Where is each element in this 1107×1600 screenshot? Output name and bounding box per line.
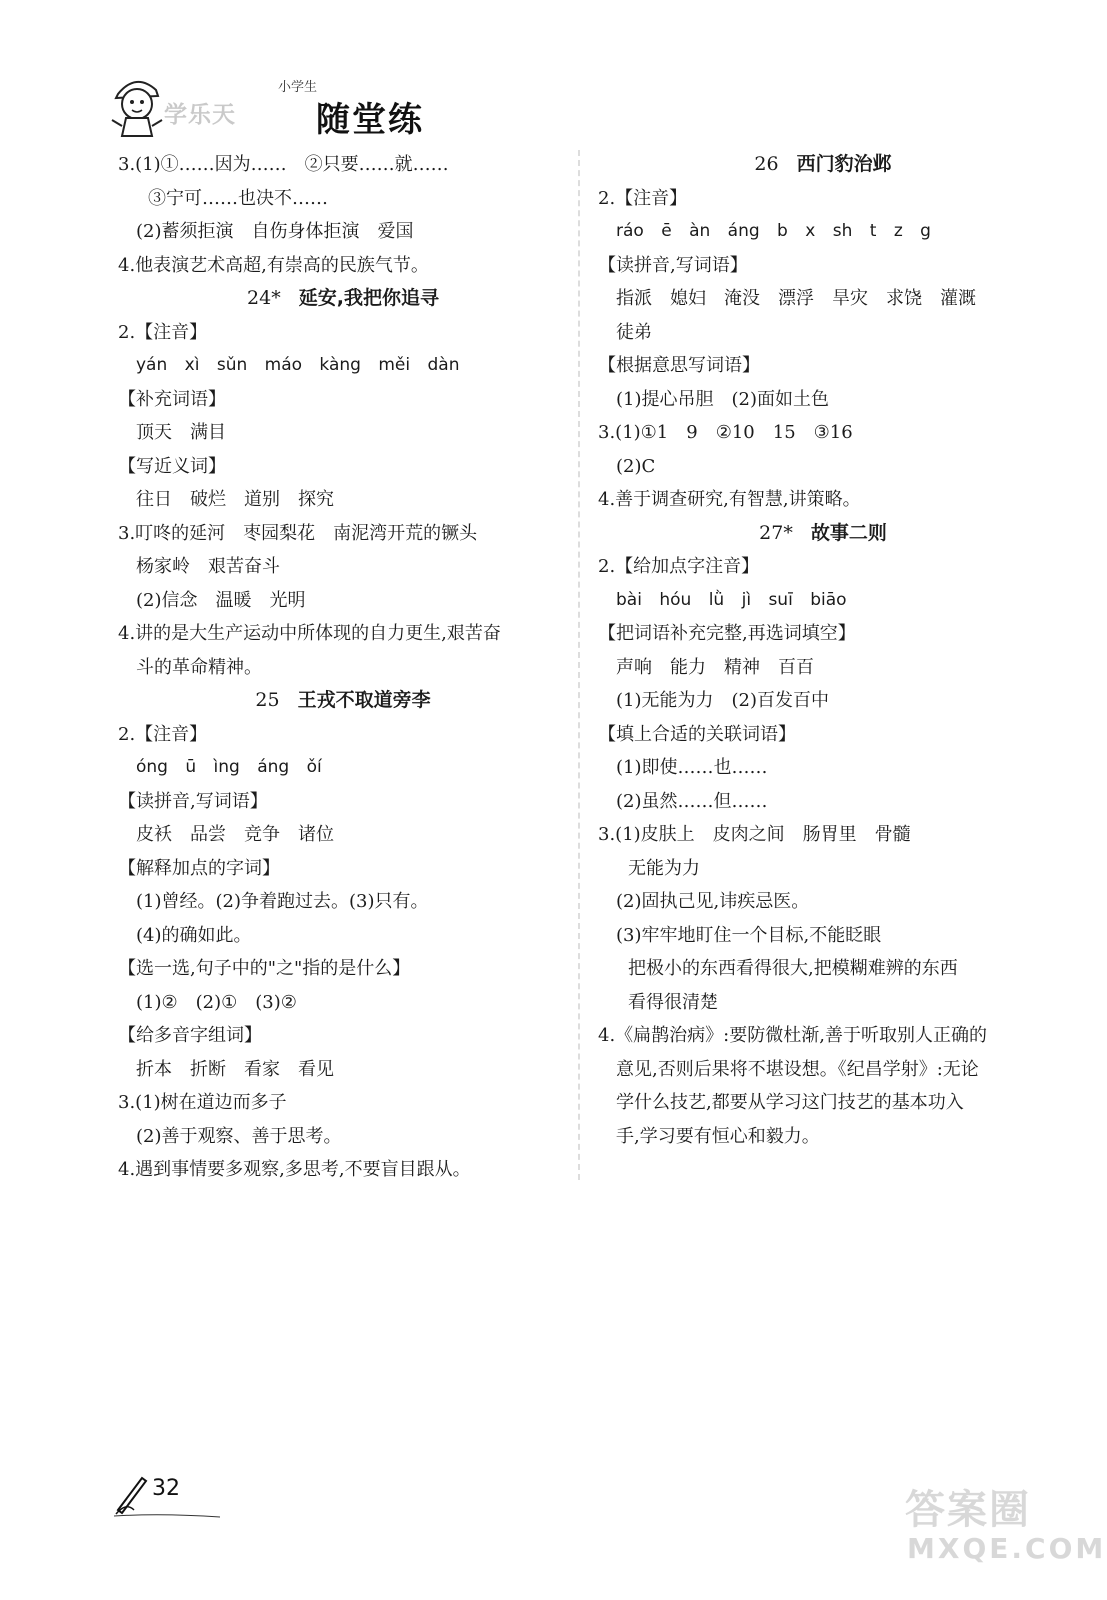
section-label: 【填上合适的关联词语】 xyxy=(598,723,796,745)
right-column xyxy=(598,148,1048,1153)
answer-line: (1)即使……也…… xyxy=(616,757,768,778)
section-label: 【解释加点的字词】 xyxy=(118,857,280,879)
lesson-heading-26 xyxy=(598,148,1048,182)
answer-line: 4.遇到事情要多观察,多思考,不要盲目跟从。 xyxy=(118,1159,471,1180)
answer-line: (2)虽然……但…… xyxy=(616,790,768,812)
section-label: 【把词语补充完整,再选词填空】 xyxy=(598,623,856,644)
answer-line: 徒弟 xyxy=(616,321,652,343)
answer-line: (2)信念 温暖 光明 xyxy=(136,589,306,611)
answer-line: (1)无能为力 (2)百发百中 xyxy=(616,690,829,711)
answer-line: 皮袄 品尝 竞争 诸位 xyxy=(136,824,334,845)
answer-line: 3.(1)皮肤上 皮肉之间 肠胃里 骨髓 xyxy=(598,824,911,845)
answer-line: 斗的革命精神。 xyxy=(136,656,262,678)
answer-line: 杨家岭 艰苦奋斗 xyxy=(136,556,280,577)
answer-line: 往日 破烂 道别 探究 xyxy=(136,489,334,510)
section-label: 【读拼音,写词语】 xyxy=(118,790,268,812)
answer-line: 2.【注音】 xyxy=(118,723,208,745)
column-divider xyxy=(578,150,580,1180)
section-label: 【读拼音,写词语】 xyxy=(598,254,748,276)
watermark-url: MXQE.COM xyxy=(907,1532,1107,1565)
answer-line: 3.(1)树在道边而多子 xyxy=(118,1092,287,1113)
answer-line: 顶天 满目 xyxy=(136,422,226,443)
page-title: 随堂练 xyxy=(316,100,424,140)
answer-line: 3.(1)①……因为…… ②只要……就…… xyxy=(118,154,449,175)
answer-line: 指派 媳妇 淹没 漂浮 旱灾 求饶 灌溉 xyxy=(616,288,976,309)
answer-line: (2)C xyxy=(616,455,656,477)
lesson-title: 故事二则 xyxy=(810,521,887,544)
answer-line: 2.【注音】 xyxy=(598,187,688,209)
answer-line: (2)善于观察、善于思考。 xyxy=(136,1125,342,1147)
lesson-heading-25 xyxy=(118,684,568,718)
pinyin-line: ráo ē àn áng b x sh t z g xyxy=(616,221,931,241)
section-label: 【根据意思写词语】 xyxy=(598,355,760,376)
watermark xyxy=(905,1478,1107,1578)
answer-line: 4.善于调查研究,有智慧,讲策略。 xyxy=(598,489,861,510)
answer-line: 4.他表演艺术高超,有崇高的民族气节。 xyxy=(118,254,429,276)
watermark-title: 答案圈 xyxy=(905,1487,1031,1533)
lesson-number: 27* xyxy=(759,521,793,544)
section-label: 【写近义词】 xyxy=(118,455,226,477)
answer-line: (3)牢牢地盯住一个目标,不能眨眼 xyxy=(616,924,882,946)
answer-line: 声响 能力 精神 百百 xyxy=(616,656,814,678)
footer-underline xyxy=(112,1512,222,1520)
pinyin-line: bài hóu lǜ jì suī biāo xyxy=(616,589,847,610)
page-number: 32 xyxy=(152,1476,180,1501)
page-footer xyxy=(112,1472,222,1522)
answer-line: 看得很清楚 xyxy=(628,991,718,1013)
lesson-title: 王戎不取道旁李 xyxy=(297,689,431,711)
answer-line: 折本 折断 看家 看见 xyxy=(136,1058,334,1080)
answer-line: 手,学习要有恒心和毅力。 xyxy=(616,1125,820,1147)
section-label: 【选一选,句子中的"之"指的是什么】 xyxy=(118,958,411,979)
answer-line: (4)的确如此。 xyxy=(136,924,252,946)
answer-line: (2)蓄须拒演 自伤身体拒演 爱国 xyxy=(136,221,414,242)
answer-line: 3.叮咚的延河 枣园梨花 南泥湾开荒的镢头 xyxy=(118,522,478,544)
answer-line: (1)提心吊胆 (2)面如土色 xyxy=(616,388,829,410)
left-column xyxy=(118,148,568,1187)
answer-line: 学什么技艺,都要从学习这门技艺的基本功入 xyxy=(616,1092,964,1113)
brand-name: 学乐天 xyxy=(164,102,236,128)
lesson-title: 延安,我把你追寻 xyxy=(298,287,439,309)
section-label: 【给多音字组词】 xyxy=(118,1025,262,1046)
page-header xyxy=(108,70,488,150)
lesson-number: 26 xyxy=(754,153,779,175)
pinyin-line: yán xì sǔn máo kàng měi dàn xyxy=(136,355,460,375)
lesson-heading-27 xyxy=(598,517,1048,551)
answer-line: 2.【注音】 xyxy=(118,321,208,343)
cartoon-student-icon xyxy=(108,70,168,140)
answer-line: 4.讲的是大生产运动中所体现的自力更生,艰苦奋 xyxy=(118,623,501,644)
answer-line: ③宁可……也决不…… xyxy=(148,187,328,209)
answer-line: (1)曾经。(2)争着跑过去。(3)只有。 xyxy=(136,891,429,912)
answer-line: (2)固执己见,讳疾忌医。 xyxy=(616,891,810,912)
lesson-title: 西门豹治邺 xyxy=(796,153,892,175)
answer-line: 4.《扁鹊治病》:要防微杜渐,善于听取别人正确的 xyxy=(598,1025,987,1046)
answer-line: 无能为力 xyxy=(628,857,700,879)
pinyin-line: óng ū ìng áng ǒí xyxy=(136,757,322,777)
lesson-number: 24* xyxy=(247,287,281,309)
brand-subtitle: 小学生 xyxy=(278,80,318,95)
lesson-number: 25 xyxy=(255,689,280,711)
section-label: 【补充词语】 xyxy=(118,388,226,410)
answer-line: (1)② (2)① (3)② xyxy=(136,991,297,1013)
answer-line: 2.【给加点字注音】 xyxy=(598,556,760,577)
answer-line: 把极小的东西看得很大,把模糊难辨的东西 xyxy=(628,958,958,979)
pen-icon xyxy=(112,1472,152,1516)
answer-line: 3.(1)①1 9 ②10 15 ③16 xyxy=(598,422,853,443)
lesson-heading-24 xyxy=(118,282,568,316)
answer-line: 意见,否则后果将不堪设想。《纪昌学射》:无论 xyxy=(616,1058,979,1080)
